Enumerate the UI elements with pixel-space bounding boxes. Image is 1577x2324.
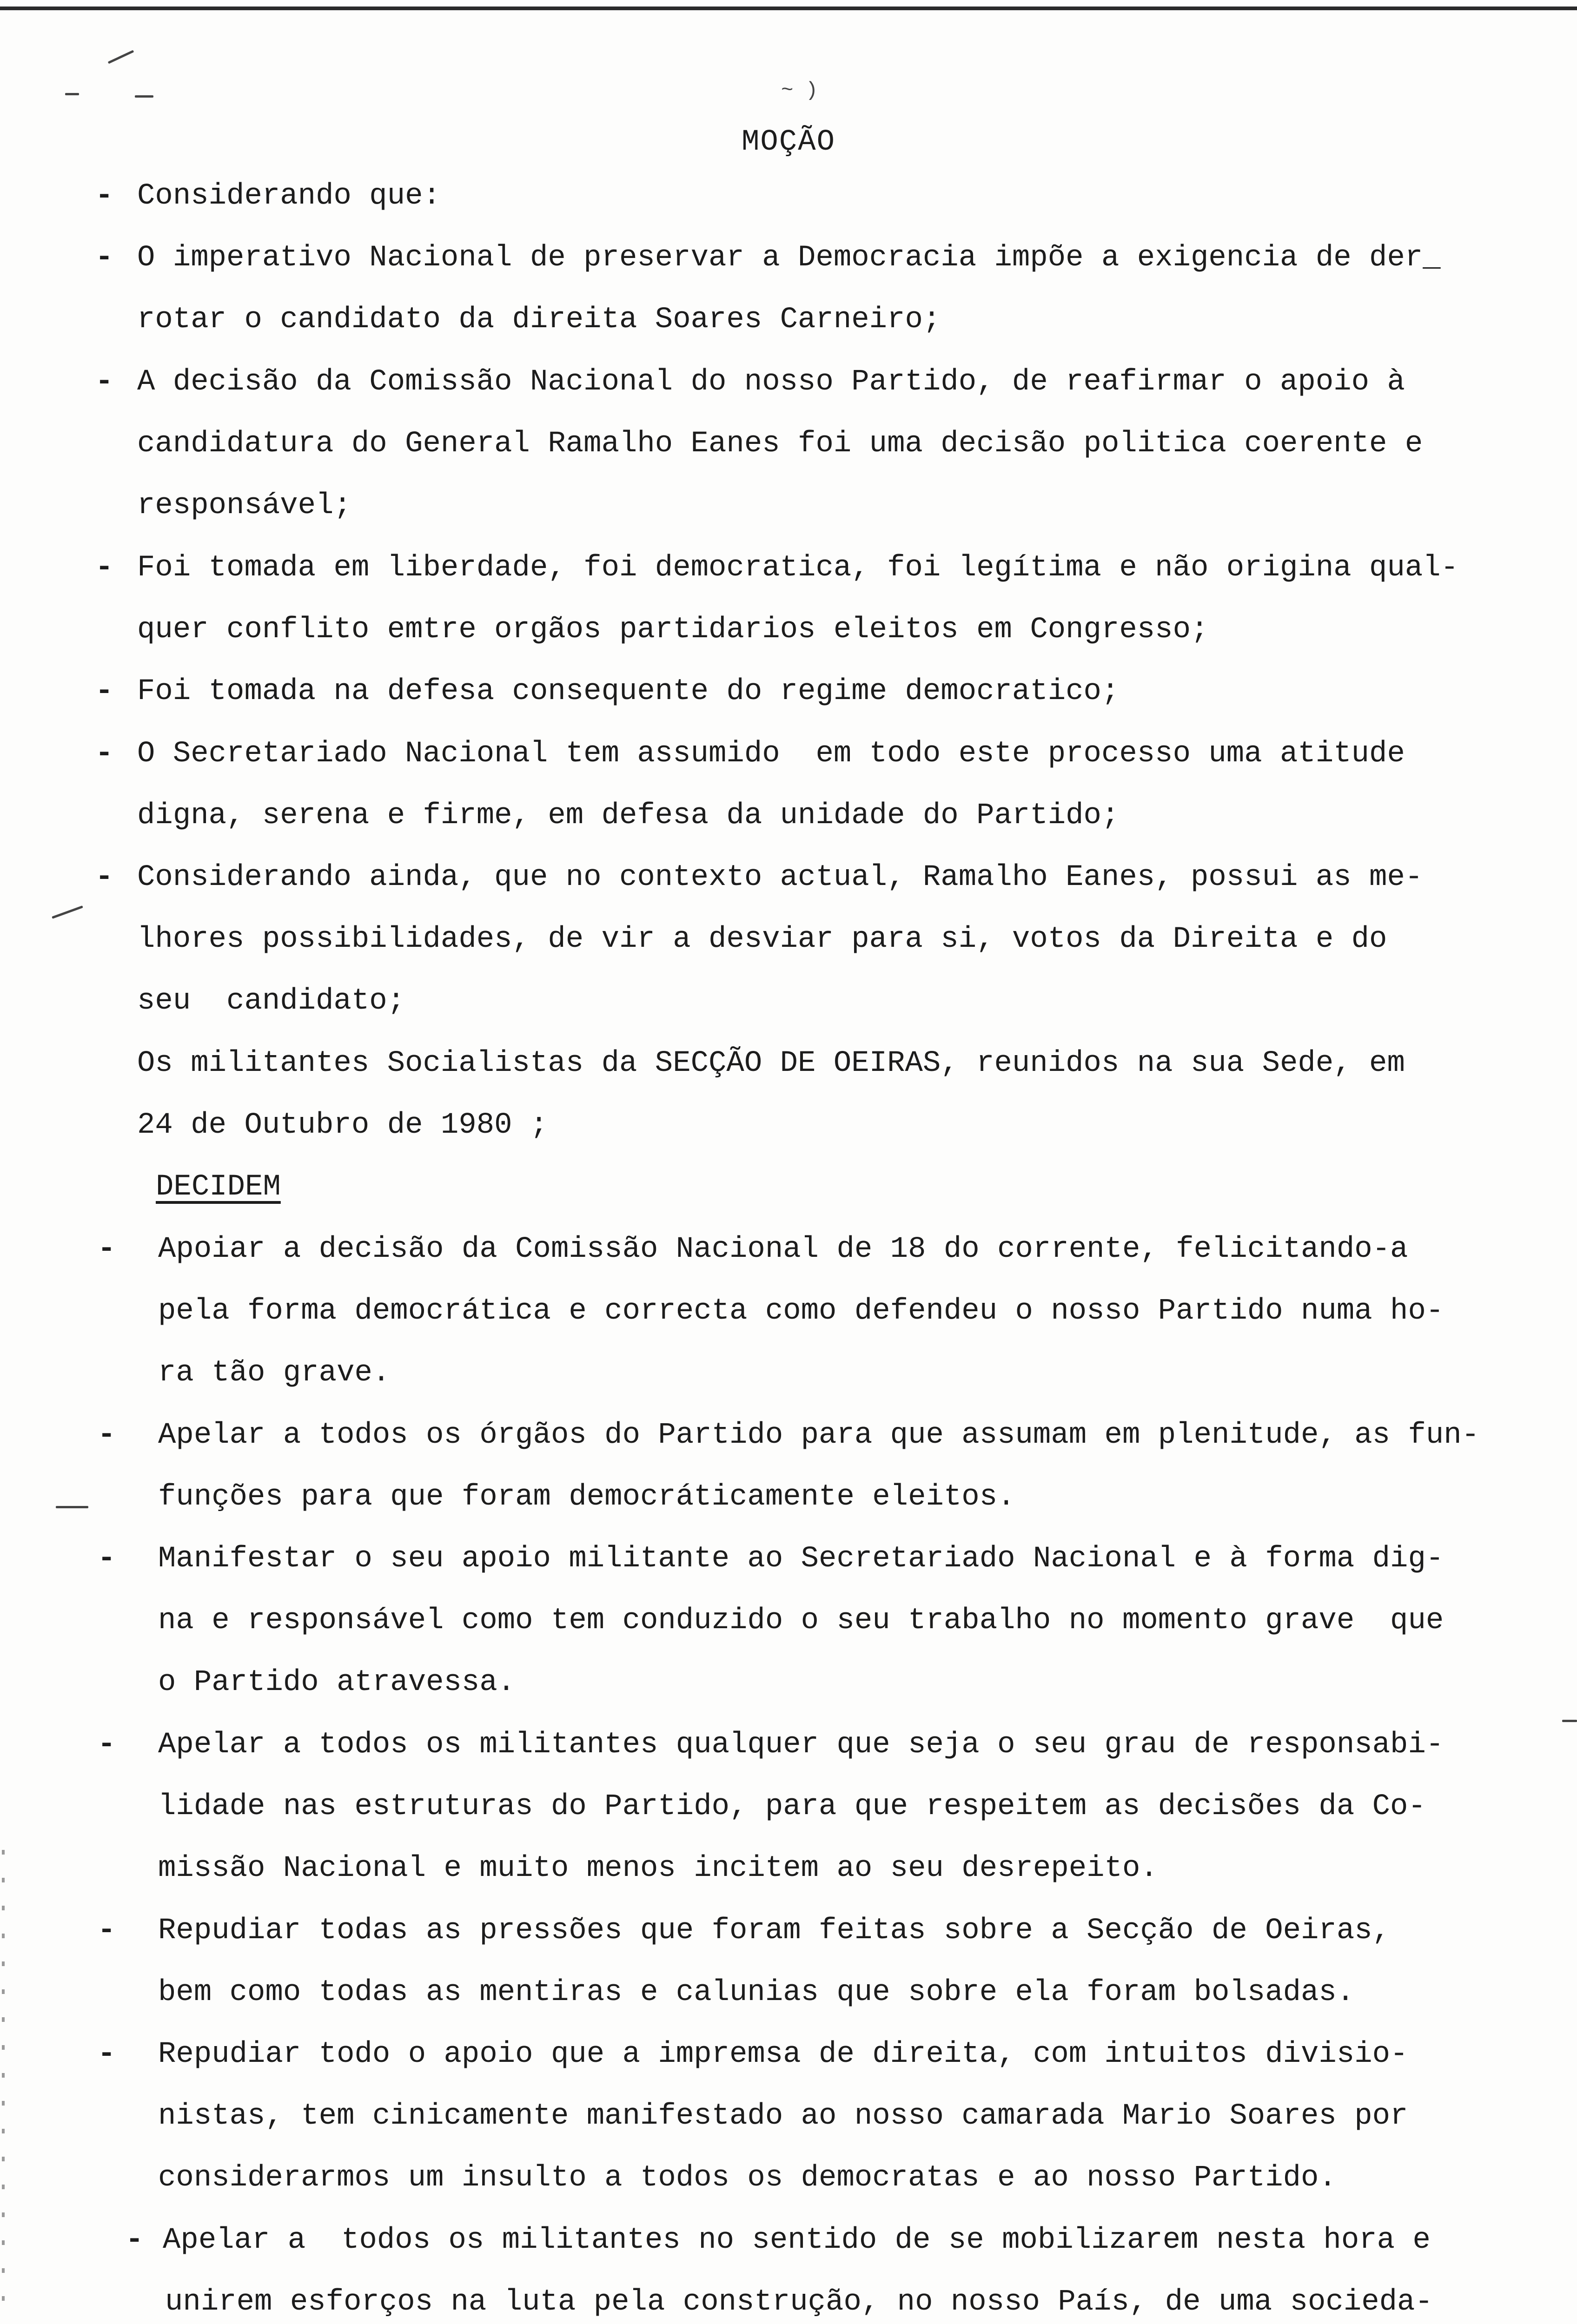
bullet-dash: - — [95, 737, 113, 771]
consideration-2-line-3: responsável; — [137, 489, 351, 522]
decision-2-line-2: funções para que foram democráticamente eleitos. — [158, 1480, 1015, 1514]
decision-4-line-1: Apelar a todos os militantes qualquer que seja o seu grau de responsabi- — [158, 1728, 1444, 1762]
bullet-dash: - — [126, 2224, 144, 2257]
consideration-3-line-2: quer conflito emtre orgãos partidarios eleitos em Congresso; — [137, 613, 1209, 647]
bullet-dash: - — [95, 861, 113, 894]
top-scan-border — [0, 7, 1577, 10]
decision-5-line-1: Repudiar todas as pressões que foram feitas sobre a Secção de Oeiras, — [158, 1914, 1391, 1948]
consideration-2-line-2: candidatura do General Ramalho Eanes foi uma decisão politica coerente e — [137, 427, 1423, 461]
scan-mark — [52, 905, 83, 919]
consideration-6-line-1: Considerando ainda, que no contexto actual, Ramalho Eanes, possui as me- — [137, 861, 1423, 894]
bullet-dash: - — [98, 1728, 116, 1762]
intro-line: Considerando que: — [137, 179, 441, 213]
left-edge-scan-ticks — [2, 1850, 5, 2324]
decision-6-line-3: considerarmos um insulto a todos os democratas e ao nosso Partido. — [158, 2161, 1337, 2195]
decision-6-line-2: nistas, tem cinicamente manifestado ao nosso camarada Mario Soares por — [158, 2100, 1408, 2133]
bullet-dash: - — [95, 675, 113, 708]
decision-3-line-3: o Partido atravessa. — [158, 1666, 516, 1699]
scan-mark — [65, 93, 79, 95]
decision-1-line-2: pela forma democrática e correcta como defendeu o nosso Partido numa ho- — [158, 1294, 1444, 1328]
consideration-4-line-1: Foi tomada na defesa consequente do regime democratico; — [137, 675, 1120, 708]
header-marks: ~ ) — [781, 79, 818, 102]
bullet-dash: - — [98, 1233, 116, 1266]
decision-1-line-1: Apoiar a decisão da Comissão Nacional de 18 do corrente, felicitando-a — [158, 1233, 1408, 1266]
consideration-1-line-2: rotar o candidato da direita Soares Carneiro; — [137, 303, 941, 337]
decision-3-line-1: Manifestar o seu apoio militante ao Secretariado Nacional e à forma dig- — [158, 1542, 1444, 1576]
bullet-dash: - — [98, 2038, 116, 2071]
decision-3-line-2: na e responsável como tem conduzido o seu trabalho no momento grave que — [158, 1604, 1444, 1637]
bullet-dash: - — [95, 179, 113, 213]
preamble-line-1: Os militantes Socialistas da SECÇÃO DE OEIRAS, reunidos na sua Sede, em — [137, 1047, 1405, 1080]
consideration-5-line-1: O Secretariado Nacional tem assumido em todo este processo uma atitude — [137, 737, 1405, 771]
decision-7-line-1: Apelar a todos os militantes no sentido de se mobilizarem nesta hora e — [163, 2224, 1431, 2257]
consideration-5-line-2: digna, serena e firme, em defesa da unidade do Partido; — [137, 799, 1120, 832]
preamble-line-2: 24 de Outubro de 1980 ; — [137, 1109, 548, 1142]
decision-4-line-2: lidade nas estruturas do Partido, para que respeitem as decisões da Co- — [158, 1790, 1426, 1823]
decision-2-line-1: Apelar a todos os órgãos do Partido para que assumam em plenitude, as fun- — [158, 1419, 1480, 1452]
consideration-6-line-2: lhores possibilidades, de vir a desviar para si, votos da Direita e do — [137, 923, 1387, 956]
decision-5-line-2: bem como todas as mentiras e calunias que sobre ela foram bolsadas. — [158, 1976, 1355, 2009]
bullet-dash: - — [95, 365, 113, 399]
decidem-heading: DECIDEM — [156, 1170, 281, 1204]
bullet-dash: - — [95, 241, 113, 275]
decision-1-line-3: ra tão grave. — [158, 1356, 391, 1390]
decision-6-line-1: Repudiar todo o apoio que a impremsa de direita, com intuitos divisio- — [158, 2038, 1408, 2071]
bullet-dash: - — [95, 551, 113, 585]
consideration-3-line-1: Foi tomada em liberdade, foi democratica, foi legítima e não origina qual- — [137, 551, 1459, 585]
consideration-6-line-3: seu candidato; — [137, 984, 405, 1018]
page-title: MOÇÃO — [741, 125, 836, 159]
scan-mark — [56, 1506, 88, 1508]
decision-7-line-2: unirem esforços na luta pela construção, no nosso País, de uma socieda- — [165, 2285, 1433, 2319]
bullet-dash: - — [98, 1419, 116, 1452]
scan-mark — [135, 95, 153, 98]
scan-mark — [1562, 1720, 1577, 1722]
decision-4-line-3: missão Nacional e muito menos incitem ao seu desrepeito. — [158, 1852, 1158, 1885]
bullet-dash: - — [98, 1914, 116, 1948]
scan-mark — [108, 50, 134, 64]
consideration-1-line-1: O imperativo Nacional de preservar a Democracia impõe a exigencia de der_ — [137, 241, 1441, 275]
consideration-2-line-1: A decisão da Comissão Nacional do nosso Partido, de reafirmar o apoio à — [137, 365, 1405, 399]
bullet-dash: - — [98, 1542, 116, 1576]
